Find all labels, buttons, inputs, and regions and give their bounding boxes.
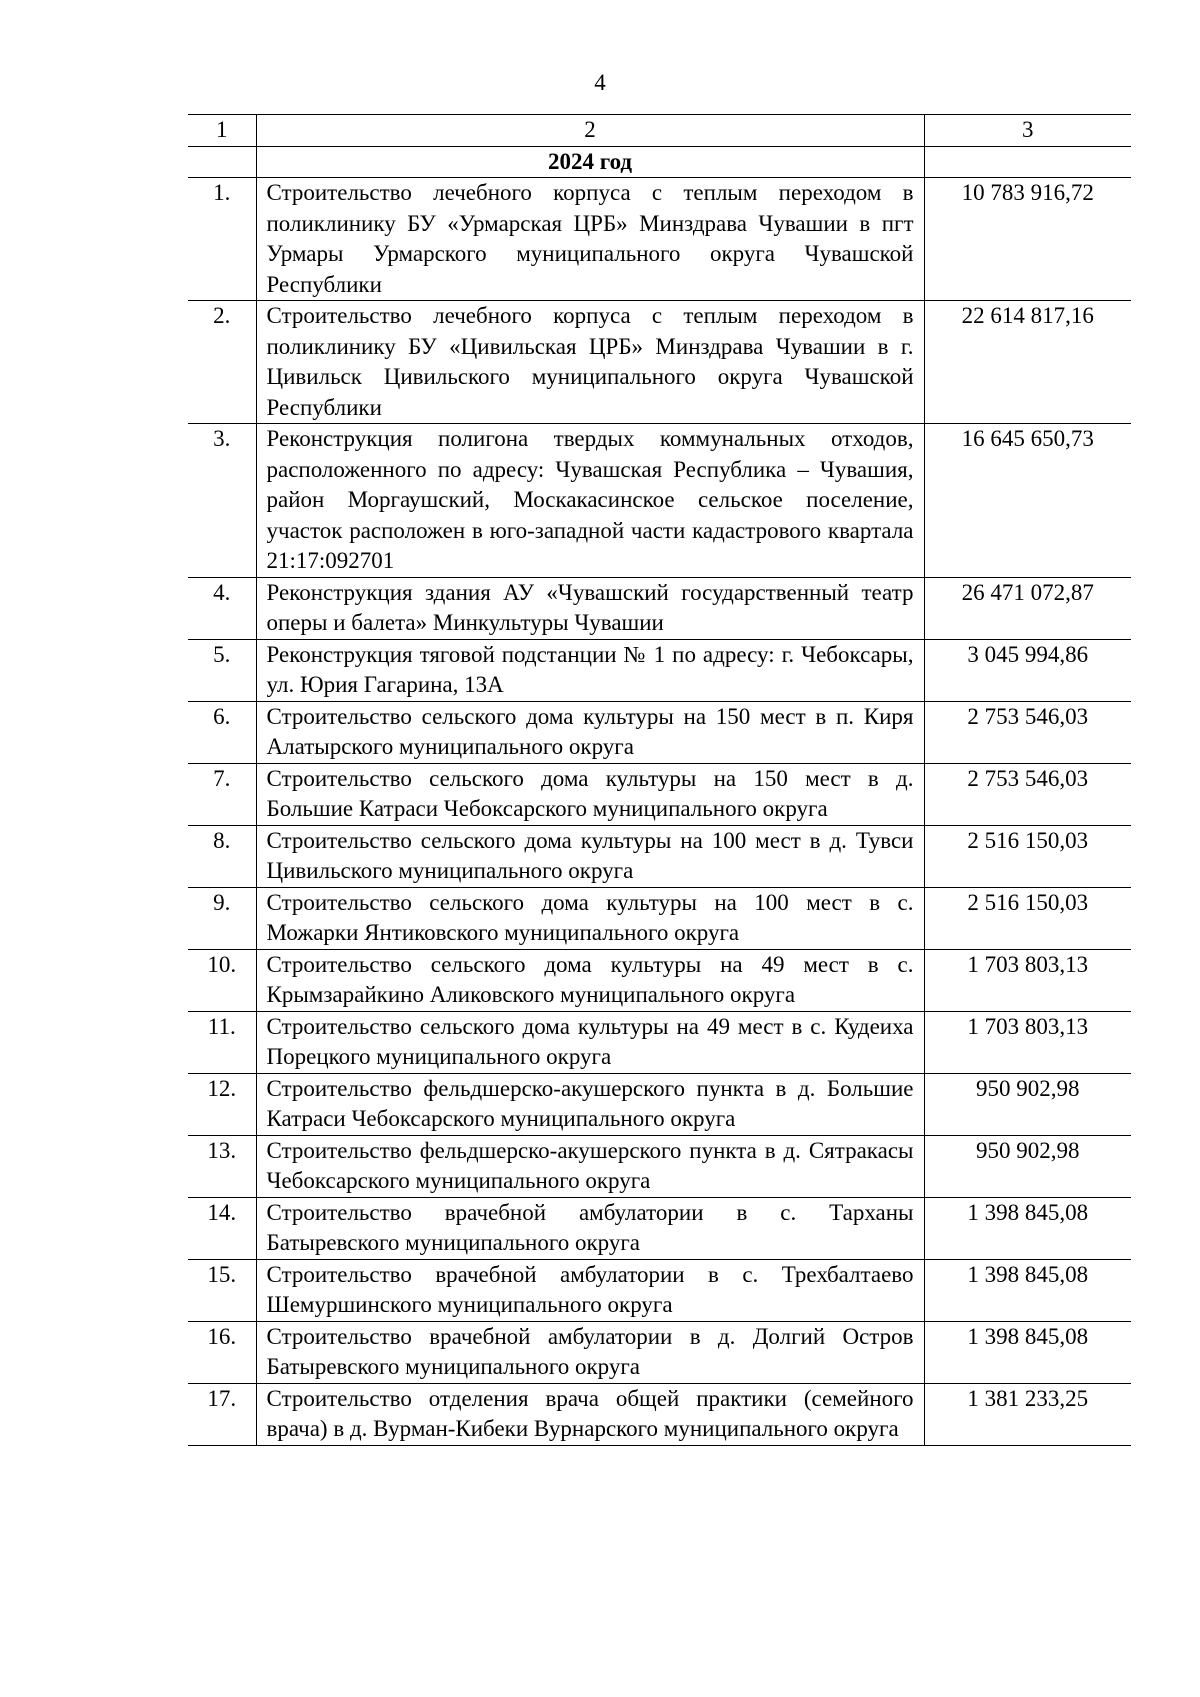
row-description: Строительство сельского дома культуры на 150 мест в п. Киря Алатырского муниципального округа <box>256 701 924 763</box>
column-header-3: 3 <box>924 115 1131 147</box>
year-row-empty-cell <box>924 146 1131 178</box>
row-description: Строительство лечебного корпуса с теплым переходом в поликлинику БУ «Урмарская ЦРБ» Минздрава Чувашии в пгт Урмары Урмарского муниципального округа Чувашской Республики <box>256 178 924 301</box>
row-number: 4. <box>188 577 256 639</box>
row-description: Строительство сельского дома культуры на 150 мест в д. Большие Катраси Чебоксарского муниципального округа <box>256 763 924 825</box>
table-row <box>188 949 1131 1011</box>
row-amount: 1 703 803,13 <box>924 1011 1131 1073</box>
row-amount: 2 753 546,03 <box>924 763 1131 825</box>
year-row-empty-cell <box>188 146 256 178</box>
page-number: 4 <box>594 70 606 95</box>
row-description: Строительство фельдшерско-акушерского пункта в д. Сятракасы Чебоксарского муниципального округа <box>256 1135 924 1197</box>
table-row <box>188 301 1131 424</box>
table-row <box>188 825 1131 887</box>
row-amount: 950 902,98 <box>924 1073 1131 1135</box>
row-description: Строительство врачебной амбулатории в с. Тарханы Батыревского муниципального округа <box>256 1197 924 1259</box>
row-description: Реконструкция здания АУ «Чувашский государственный театр оперы и балета» Минкультуры Чувашии <box>256 577 924 639</box>
row-number: 6. <box>188 701 256 763</box>
year-label: 2024 год <box>256 146 924 178</box>
table-row <box>188 887 1131 949</box>
row-number: 7. <box>188 763 256 825</box>
row-amount: 16 645 650,73 <box>924 424 1131 578</box>
table-header-row <box>188 115 1131 147</box>
table-row <box>188 1259 1131 1321</box>
table-row <box>188 1011 1131 1073</box>
row-number: 15. <box>188 1259 256 1321</box>
row-number: 16. <box>188 1321 256 1383</box>
row-amount: 1 398 845,08 <box>924 1321 1131 1383</box>
row-amount: 22 614 817,16 <box>924 301 1131 424</box>
table-row <box>188 577 1131 639</box>
row-description: Строительство врачебной амбулатории в с. Трехбалтаево Шемуршинского муниципального округа <box>256 1259 924 1321</box>
row-description: Строительство фельдшерско-акушерского пункта в д. Большие Катраси Чебоксарского муниципального округа <box>256 1073 924 1135</box>
year-row <box>188 146 1131 178</box>
row-amount: 1 703 803,13 <box>924 949 1131 1011</box>
table-row <box>188 639 1131 701</box>
row-description: Строительство лечебного корпуса с теплым переходом в поликлинику БУ «Цивильская ЦРБ» Минздрава Чувашии в г. Цивильск Цивильского муниципального округа Чувашской Республики <box>256 301 924 424</box>
table-row <box>188 1197 1131 1259</box>
row-description: Строительство сельского дома культуры на 49 мест в с. Крымзарайкино Аликовского муниципального округа <box>256 949 924 1011</box>
table-row <box>188 1383 1131 1445</box>
row-number: 13. <box>188 1135 256 1197</box>
row-number: 2. <box>188 301 256 424</box>
row-description: Строительство отделения врача общей практики (семейного врача) в д. Вурман-Кибеки Вурнарского муниципального округа <box>256 1383 924 1445</box>
row-number: 8. <box>188 825 256 887</box>
row-amount: 2 516 150,03 <box>924 887 1131 949</box>
objects-table <box>188 114 1131 1446</box>
table-row <box>188 763 1131 825</box>
row-amount: 1 381 233,25 <box>924 1383 1131 1445</box>
row-amount: 1 398 845,08 <box>924 1197 1131 1259</box>
row-description: Реконструкция полигона твердых коммунальных отходов, расположенного по адресу: Чувашская Республика – Чувашия, район Моргаушский, Москакасинское сельское поселение, участок расположен в юго-западной части кадастрового квартала 21:17:092701 <box>256 424 924 578</box>
column-header-2: 2 <box>256 115 924 147</box>
row-description: Строительство сельского дома культуры на 100 мест в д. Тувси Цивильского муниципального округа <box>256 825 924 887</box>
table-row <box>188 1135 1131 1197</box>
row-number: 3. <box>188 424 256 578</box>
row-description: Строительство врачебной амбулатории в д. Долгий Остров Батыревского муниципального округа <box>256 1321 924 1383</box>
row-amount: 2 753 546,03 <box>924 701 1131 763</box>
row-number: 10. <box>188 949 256 1011</box>
row-number: 17. <box>188 1383 256 1445</box>
row-amount: 10 783 916,72 <box>924 178 1131 301</box>
table-row <box>188 424 1131 578</box>
row-number: 5. <box>188 639 256 701</box>
table-row <box>188 701 1131 763</box>
table-row <box>188 1321 1131 1383</box>
row-number: 11. <box>188 1011 256 1073</box>
column-header-1: 1 <box>188 115 256 147</box>
row-description: Реконструкция тяговой подстанции № 1 по адресу: г. Чебоксары, ул. Юрия Гагарина, 13А <box>256 639 924 701</box>
row-amount: 26 471 072,87 <box>924 577 1131 639</box>
row-number: 9. <box>188 887 256 949</box>
row-description: Строительство сельского дома культуры на 100 мест в с. Можарки Янтиковского муниципального округа <box>256 887 924 949</box>
row-number: 12. <box>188 1073 256 1135</box>
row-number: 1. <box>188 178 256 301</box>
table-row <box>188 1073 1131 1135</box>
row-amount: 950 902,98 <box>924 1135 1131 1197</box>
row-number: 14. <box>188 1197 256 1259</box>
row-amount: 1 398 845,08 <box>924 1259 1131 1321</box>
row-amount: 2 516 150,03 <box>924 825 1131 887</box>
row-amount: 3 045 994,86 <box>924 639 1131 701</box>
row-description: Строительство сельского дома культуры на 49 мест в с. Кудеиха Порецкого муниципального округа <box>256 1011 924 1073</box>
table-row <box>188 178 1131 301</box>
